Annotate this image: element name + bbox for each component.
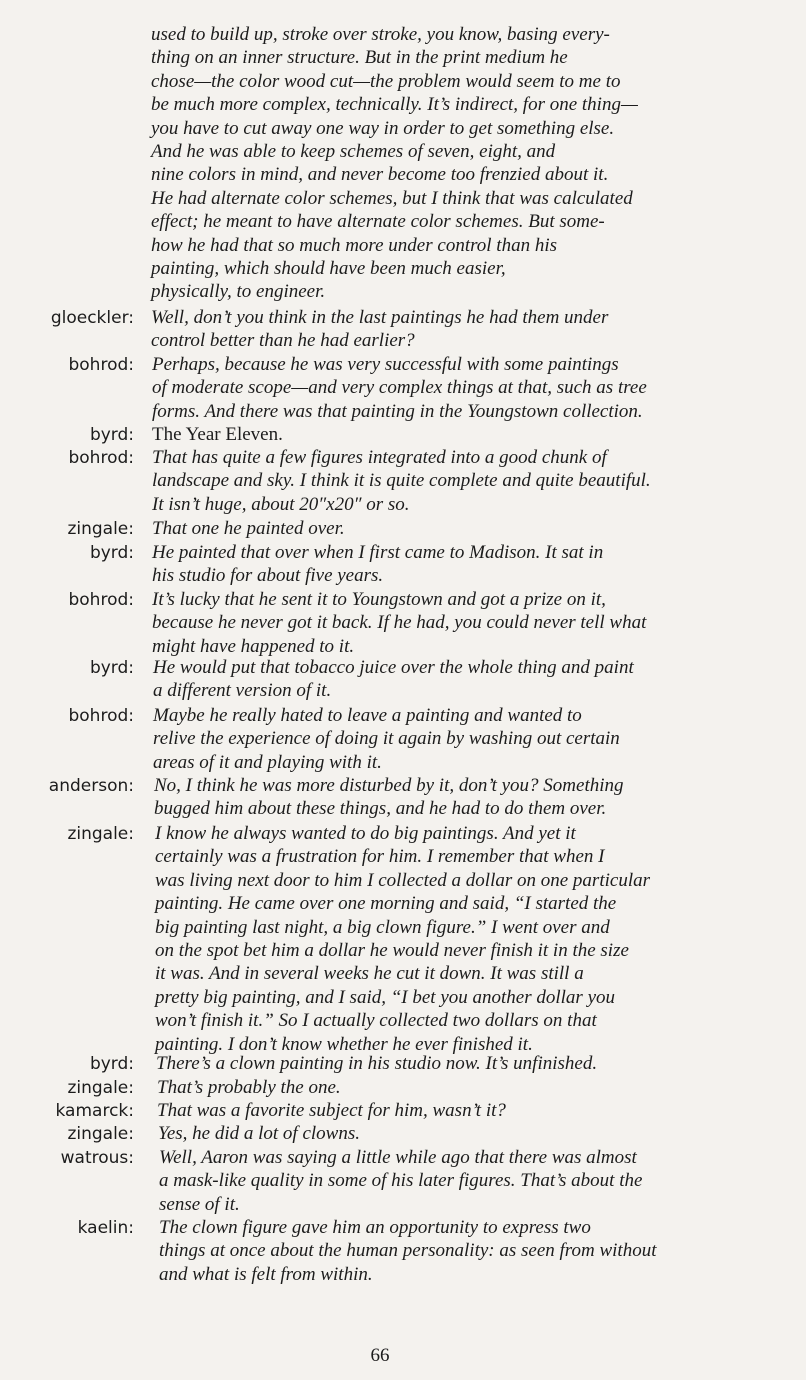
speaker-name: bohrod: [68, 448, 134, 468]
speaker-name: byrd: [89, 1054, 134, 1074]
speaker-name: kaelin: [77, 1218, 134, 1238]
text-line: of moderate scope—and very complex things at that, such as tree [152, 377, 647, 399]
text-line: it was. And in several weeks he cut it down. It was still a [155, 963, 584, 985]
text-line: on the spot bet him a dollar he would never finish it in the size [155, 940, 629, 961]
text-line: He would put that tobacco juice over the whole thing and paint [153, 657, 634, 678]
text-line: pretty big painting, and I said, “I bet you another dollar you [155, 986, 616, 1008]
speaker-name: kamarck: [55, 1101, 134, 1121]
text-line: landscape and sky. I think it is quite complete and quite beautiful. [152, 470, 651, 492]
speaker-name: byrd: [89, 425, 134, 445]
text-line: and what is felt from within. [159, 1263, 373, 1285]
text-line: chose—the color wood cut—the problem would seem to me to [151, 70, 621, 92]
speaker-name: zingale: [67, 519, 134, 539]
text-line: sense of it. [159, 1193, 240, 1215]
text-line: things at once about the human personality: as seen from without [159, 1240, 657, 1262]
text-line: relive the experience of doing it again by washing out certain [153, 728, 620, 750]
text-line: certainly was a frustration for him. I remember that when I [155, 846, 605, 868]
text-line: big painting last night, a big clown figure.” I went over and [155, 916, 610, 938]
text-line: you have to cut away one way in order to get something else. [151, 117, 615, 139]
text-line: areas of it and playing with it. [153, 751, 382, 773]
text-line: because he never got it back. If he had, you could never tell what [152, 612, 647, 634]
speaker-name: bohrod: [68, 706, 134, 726]
speaker-name: gloeckler: [50, 308, 134, 328]
text-line: That has quite a few figures integrated into a good chunk of [152, 447, 607, 468]
text-line: It isn’t huge, about 20″x20″ or so. [152, 493, 410, 515]
text-line: Yes, he did a lot of clowns. [158, 1123, 360, 1144]
text-line: I know he always wanted to do big paintings. And yet it [155, 823, 576, 844]
speaker-name: zingale: [67, 824, 134, 844]
text-line: effect; he meant to have alternate color schemes. But some- [151, 211, 605, 233]
speaker-name: zingale: [67, 1124, 134, 1144]
text-line: Perhaps, because he was very successful with some paintings [152, 354, 619, 375]
text-line: Well, Aaron was saying a little while ago that there was almost [159, 1147, 637, 1168]
text-line: painting. I don’t know whether he ever finished it. [155, 1033, 533, 1055]
text-line: Well, don’t you think in the last paintings he had them under [151, 307, 609, 328]
speaker-name: bohrod: [68, 590, 134, 610]
text-line: That’s probably the one. [157, 1077, 341, 1098]
text-line: used to build up, stroke over stroke, you know, basing every- [151, 24, 610, 45]
page-number: 66 [370, 1345, 390, 1366]
text-line: his studio for about five years. [152, 565, 384, 587]
text-line: That one he painted over. [152, 518, 345, 539]
text-line: No, I think he was more disturbed by it, don’t you? Something [154, 775, 624, 796]
text-line: And he was able to keep schemes of seven, eight, and [151, 141, 556, 162]
speaker-name: zingale: [67, 1078, 134, 1098]
speaker-name: watrous: [60, 1148, 134, 1168]
text-line: a different version of it. [153, 680, 332, 702]
text-line: Maybe he really hated to leave a painting and wanted to [153, 705, 582, 726]
text-line: was living next door to him I collected a dollar on one particular [155, 869, 650, 891]
text-line: control better than he had earlier? [151, 330, 415, 352]
speaker-name: anderson: [48, 776, 134, 796]
text-line: thing on an inner structure. But in the print medium he [151, 47, 568, 69]
text-line: There’s a clown painting in his studio now. It’s unfinished. [156, 1053, 598, 1074]
text-line: That was a favorite subject for him, wasn’t it? [157, 1100, 506, 1121]
speaker-name: byrd: [89, 543, 134, 563]
text-line: how he had that so much more under control than his [151, 234, 558, 256]
text-line: It’s lucky that he sent it to Youngstown and got a prize on it, [152, 589, 606, 610]
text-line: physically, to engineer. [151, 281, 326, 303]
text-line: forms. And there was that painting in the Youngstown collection. [152, 400, 643, 422]
text-line: a mask-like quality in some of his later figures. That’s about the [159, 1170, 643, 1192]
speaker-name: byrd: [89, 658, 134, 678]
text-line: painting. He came over one morning and said, “I started the [155, 893, 617, 915]
text-line: be much more complex, technically. It’s indirect, for one thing— [151, 94, 638, 116]
text-line: nine colors in mind, and never become too frenzied about it. [151, 164, 609, 186]
text-line: The clown figure gave him an opportunity to express two [159, 1217, 591, 1238]
text-line: won’t finish it.” So I actually collected two dollars on that [155, 1010, 597, 1032]
speaker-name: bohrod: [68, 355, 134, 375]
text-line: He had alternate color schemes, but I think that was calculated [151, 187, 633, 209]
text-line: He painted that over when I first came to Madison. It sat in [152, 542, 604, 563]
text-line: bugged him about these things, and he had to do them over. [154, 798, 607, 820]
text-line: painting, which should have been much easier, [151, 258, 506, 279]
text-line: The Year Eleven. [152, 424, 283, 445]
text-line: might have happened to it. [152, 635, 355, 657]
